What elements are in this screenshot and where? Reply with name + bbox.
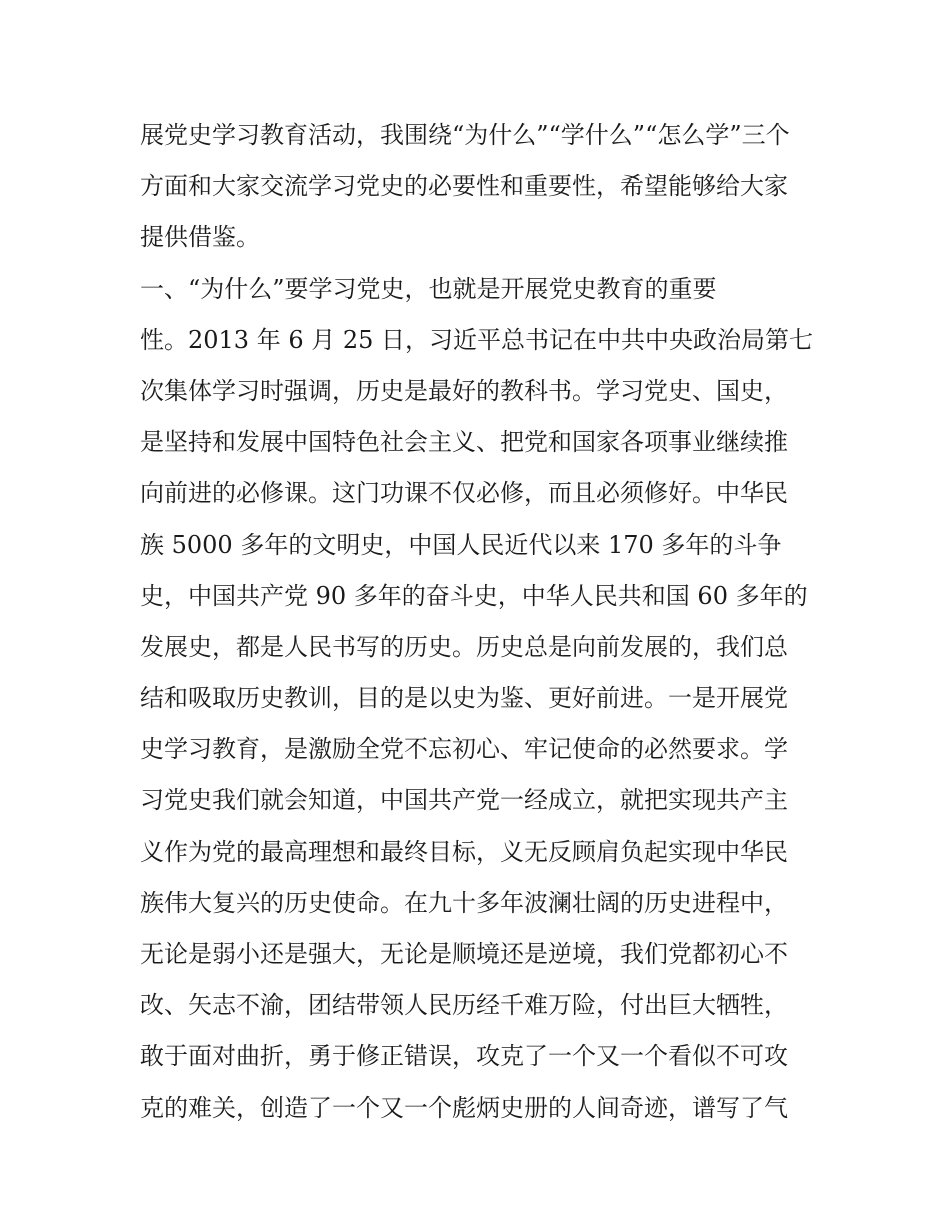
text-line-10: 史，中国共产党 90 多年的奋斗史，中华人民共和国 60 多年的 (140, 581, 808, 610)
text-line-15: 义作为党的最高理想和最终目标，义无反顾肩负起实现中华民 (140, 837, 788, 866)
text-line-12: 结和吸取历史教训，目的是以史为鉴、更好前进。一是开展党 (140, 684, 788, 713)
text-line-9: 族 5000 多年的文明史，中国人民近代以来 170 多年的斗争 (140, 530, 782, 559)
text-line-3: 提供借鉴。 (140, 223, 260, 252)
text-line-16: 族伟大复兴的历史使命。在九十多年波澜壮阔的历史进程中， (140, 888, 788, 917)
text-line-18: 改、矢志不渝，团结带领人民历经千难万险，付出巨大牺牲， (140, 991, 788, 1020)
text-line-17: 无论是弱小还是强大，无论是顺境还是逆境，我们党都初心不 (140, 940, 788, 968)
text-line-13: 史学习教育，是激励全党不忘初心、牢记使命的必然要求。学 (140, 735, 788, 764)
text-line-6: 次集体学习时强调，历史是最好的教科书。学习党史、国史， (140, 376, 788, 405)
text-line-1: 展党史学习教育活动，我围绕“为什么”“学什么”“怎么学”三个 (140, 121, 790, 149)
text-line-19: 敢于面对曲折，勇于修正错误，攻克了一个又一个看似不可攻 (140, 1042, 788, 1071)
text-line-5: 性。2013 年 6 月 25 日，习近平总书记在中共中央政治局第七 (140, 325, 814, 354)
text-line-7: 是坚持和发展中国特色社会主义、把党和国家各项事业继续推 (140, 428, 788, 457)
text-line-2: 方面和大家交流学习党史的必要性和重要性，希望能够给大家 (140, 172, 788, 201)
text-line-20: 克的难关，创造了一个又一个彪炳史册的人间奇迹，谱写了气 (140, 1093, 788, 1122)
text-line-11: 发展史，都是人民书写的历史。历史总是向前发展的，我们总 (140, 632, 788, 661)
section-heading-line-1: 一、“为什么”要学习党史，也就是开展党史教育的重要 (140, 274, 717, 303)
text-line-14: 习党史我们就会知道，中国共产党一经成立，就把实现共产主 (140, 786, 788, 815)
text-line-8: 向前进的必修课。这门功课不仅必修，而且必须修好。中华民 (140, 479, 788, 508)
body-text (140, 110, 820, 1134)
